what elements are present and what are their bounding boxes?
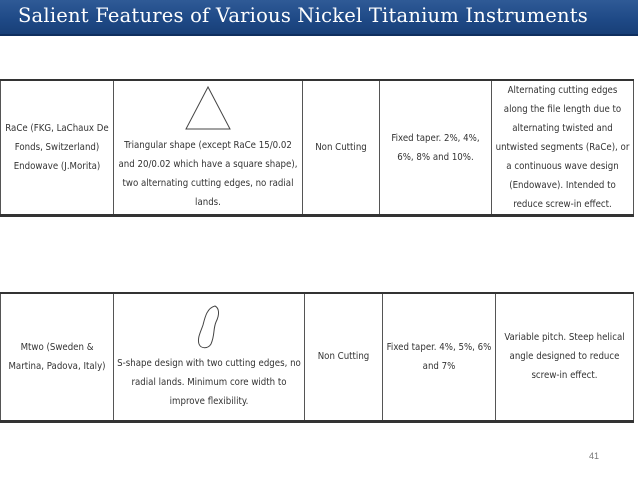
page-number: 41 xyxy=(589,451,600,461)
tip-type: Non Cutting xyxy=(305,293,383,421)
instrument-table-race xyxy=(0,79,634,217)
table-row xyxy=(1,80,634,216)
special-features: Alternating cutting edges along the file length due to alternating twisted and untwisted segments (RaCe), or a continuous wave design (Endowave). Intended to reduce screw-in effect. xyxy=(492,80,634,216)
s-shape-icon xyxy=(189,302,229,352)
cross-section-cell xyxy=(114,293,305,421)
taper: Fixed taper. 2%, 4%, 6%, 8% and 10%. xyxy=(380,80,492,216)
cross-section-description: S-shape design with two cutting edges, no radial lands. Minimum core width to improve flexibility. xyxy=(117,358,301,408)
taper: Fixed taper. 4%, 5%, 6% and 7% xyxy=(383,293,496,421)
slide-title: Salient Features of Various Nickel Titanium Instruments xyxy=(18,4,588,27)
instrument-table-mtwo xyxy=(0,292,634,423)
table-row xyxy=(1,293,634,421)
instrument-name: Mtwo (Sweden & Martina, Padova, Italy) xyxy=(1,293,114,421)
special-features: Variable pitch. Steep helical angle designed to reduce screw-in effect. xyxy=(496,293,634,421)
slide-title-bar xyxy=(0,0,638,36)
cross-section-description: Triangular shape (except RaCe 15/0.02 and 20/0.02 which have a square shape), two alternating cutting edges, no radial lands. xyxy=(118,139,298,208)
triangle-icon xyxy=(183,84,233,134)
cross-section-cell xyxy=(114,80,303,216)
instrument-name: RaCe (FKG, LaChaux De Fonds, Switzerland) Endowave (J.Morita) xyxy=(1,80,114,216)
tip-type: Non Cutting xyxy=(303,80,380,216)
